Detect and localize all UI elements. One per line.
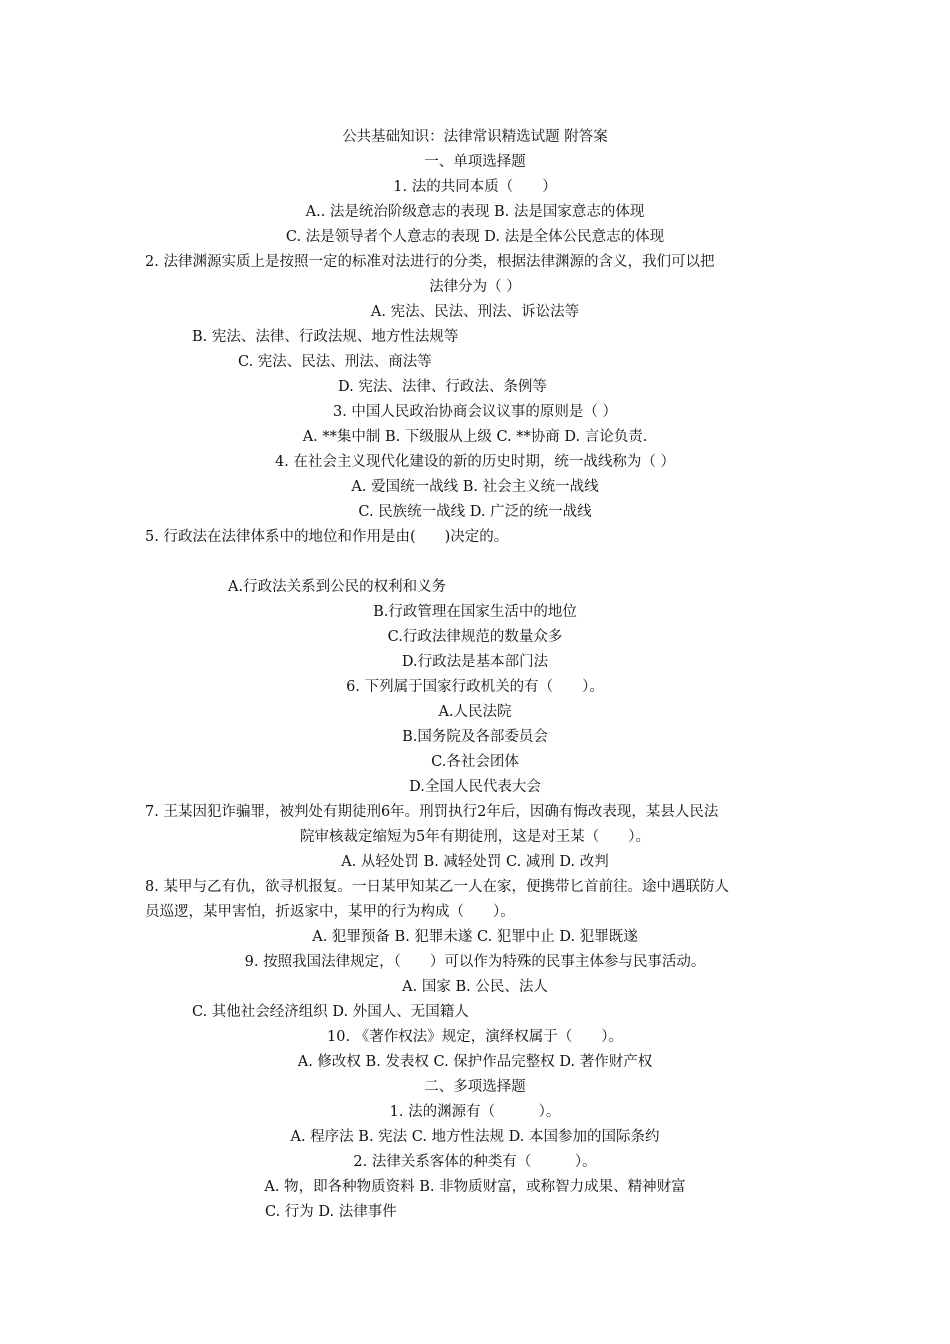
question-8-options: A. 犯罪预备 B. 犯罪未遂 C. 犯罪中止 D. 犯罪既遂 bbox=[312, 929, 638, 945]
question-6-stem: 6. 下列属于国家行政机关的有（ ）。 bbox=[346, 679, 604, 695]
question-10-stem: 10. 《著作权法》规定，演绎权属于（ ）。 bbox=[327, 1029, 623, 1045]
question-6-option-c: C.各社会团体 bbox=[431, 754, 519, 770]
question-1-stem: 1. 法的共同本质（ ） bbox=[393, 179, 557, 195]
multi-question-2-options-cd: C. 行为 D. 法律事件 bbox=[265, 1204, 397, 1220]
question-8-stem-line2: 员巡逻，某甲害怕，折返家中，某甲的行为构成（ ）。 bbox=[145, 904, 515, 920]
question-7-options: A. 从轻处罚 B. 减轻处罚 C. 减刑 D. 改判 bbox=[341, 854, 609, 870]
question-6-option-a: A.人民法院 bbox=[438, 704, 512, 720]
question-2-option-c: C. 宪法、民法、刑法、商法等 bbox=[238, 354, 432, 370]
question-4-stem: 4. 在社会主义现代化建设的新的历史时期，统一战线称为（ ） bbox=[274, 454, 676, 470]
question-2-stem-line2: 法律分为（ ） bbox=[429, 279, 521, 295]
question-7-stem-line2: 院审核裁定缩短为5年有期徒刑，这是对王某（ ）。 bbox=[300, 829, 650, 845]
question-1-options-ab: A.. 法是统治阶级意志的表现 B. 法是国家意志的体现 bbox=[305, 204, 645, 220]
question-4-options-ab: A. 爱国统一战线 B. 社会主义统一战线 bbox=[351, 479, 599, 495]
question-9-options-cd: C. 其他社会经济组织 D. 外国人、无国籍人 bbox=[192, 1004, 469, 1020]
question-8-stem-line1: 8. 某甲与乙有仇，欲寻机报复。一日某甲知某乙一人在家，便携带匕首前往。途中遇联防人 bbox=[145, 879, 729, 895]
question-5-stem: 5. 行政法在法律体系中的地位和作用是由( )决定的。 bbox=[145, 529, 509, 545]
question-7-stem-line1: 7. 王某因犯诈骗罪，被判处有期徒刑6年。刑罚执行2年后，因确有悔改表现，某县人民法 bbox=[145, 804, 719, 820]
question-6-option-d: D.全国人民代表大会 bbox=[409, 779, 541, 795]
multi-question-2-options-ab: A. 物，即各种物质资料 B. 非物质财富，或称智力成果、精神财富 bbox=[264, 1179, 686, 1195]
section-heading-single-choice: 一、单项选择题 bbox=[424, 154, 526, 170]
question-4-options-cd: C. 民族统一战线 D. 广泛的统一战线 bbox=[358, 504, 592, 520]
question-1-options-cd: C. 法是领导者个人意志的表现 D. 法是全体公民意志的体现 bbox=[285, 229, 665, 245]
question-5-option-a: A.行政法关系到公民的权利和义务 bbox=[228, 579, 447, 595]
question-9-stem: 9. 按照我国法律规定，（ ）可以作为特殊的民事主体参与民事活动。 bbox=[244, 954, 706, 970]
question-2-stem-line1: 2. 法律渊源实质上是按照一定的标准对法进行的分类，根据法律渊源的含义，我们可以把 bbox=[145, 254, 715, 270]
question-10-options: A. 修改权 B. 发表权 C. 保护作品完整权 D. 著作财产权 bbox=[297, 1054, 653, 1070]
question-2-option-b: B. 宪法、法律、行政法规、地方性法规等 bbox=[192, 329, 459, 345]
question-5-option-b: B.行政管理在国家生活中的地位 bbox=[373, 604, 577, 620]
question-2-option-d: D. 宪法、法律、行政法、条例等 bbox=[338, 379, 547, 395]
question-5-option-c: C.行政法律规范的数量众多 bbox=[387, 629, 563, 645]
section-heading-multiple-choice: 二、多项选择题 bbox=[424, 1079, 526, 1095]
question-6-option-b: B.国务院及各部委员会 bbox=[402, 729, 548, 745]
question-2-option-a: A. 宪法、民法、刑法、诉讼法等 bbox=[370, 304, 580, 320]
question-3-options: A. **集中制 B. 下级服从上级 C. **协商 D. 言论负责. bbox=[302, 429, 648, 445]
multi-question-1-stem: 1. 法的渊源有（ ）。 bbox=[389, 1104, 561, 1120]
multi-question-1-options: A. 程序法 B. 宪法 C. 地方性法规 D. 本国参加的国际条约 bbox=[290, 1129, 660, 1145]
document-title: 公共基础知识：法律常识精选试题 附答案 bbox=[342, 129, 608, 145]
question-5-option-d: D.行政法是基本部门法 bbox=[401, 654, 549, 670]
question-3-stem: 3. 中国人民政治协商会议议事的原则是（ ） bbox=[332, 404, 618, 420]
question-9-options-ab: A. 国家 B. 公民、法人 bbox=[402, 979, 548, 995]
multi-question-2-stem: 2. 法律关系客体的种类有（ ）。 bbox=[353, 1154, 597, 1170]
